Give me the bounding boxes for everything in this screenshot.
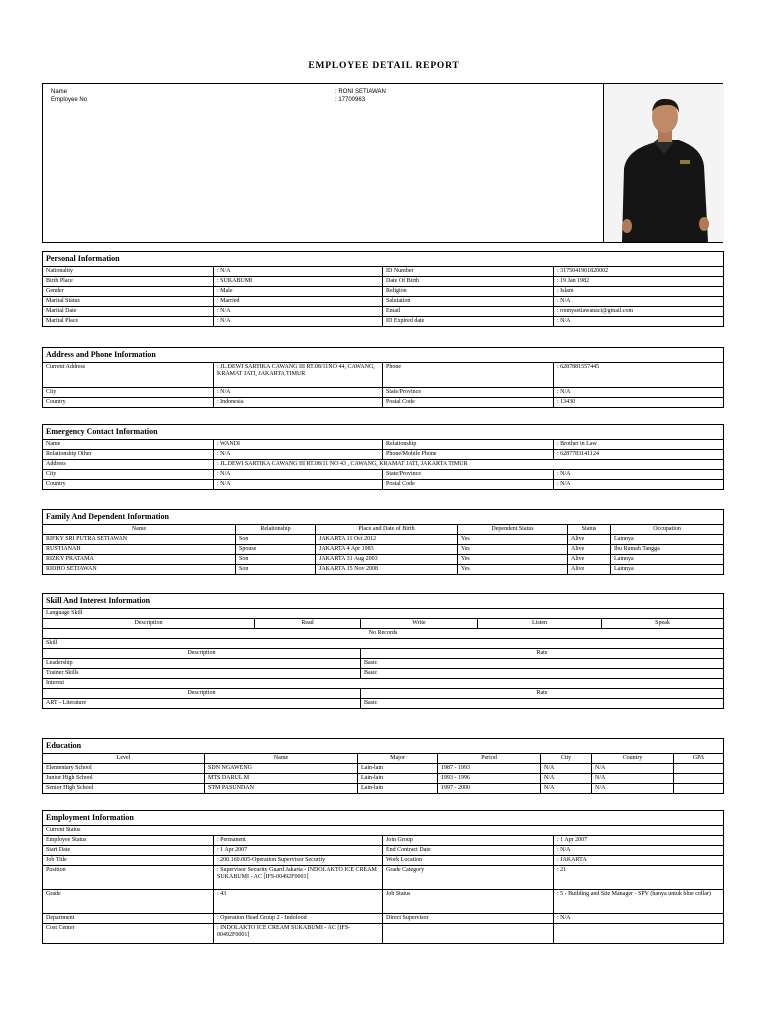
- language-skill-label: Language Skill: [43, 609, 724, 619]
- column-header: City: [541, 754, 592, 764]
- column-header: Country: [592, 754, 674, 764]
- cell: JAKARTA 15 Nov 2008: [316, 565, 458, 575]
- field-value: : N/A: [554, 480, 724, 490]
- field-label: Country: [43, 480, 214, 490]
- field-label: Postal Code: [383, 480, 554, 490]
- table-row: [43, 480, 724, 490]
- column-header: Level: [43, 754, 205, 764]
- cell: Lainnya: [611, 565, 724, 575]
- table-row: [43, 317, 724, 327]
- field-label: Grade: [43, 890, 214, 914]
- education-table: [42, 738, 724, 794]
- cell: 1987 - 1993: [438, 764, 541, 774]
- table-header-row: [43, 754, 724, 764]
- employee-header: [42, 83, 723, 243]
- table-row: [43, 699, 724, 709]
- cell: Son: [236, 555, 316, 565]
- field-value: : 6287783141124: [554, 450, 724, 460]
- field-label: Current Address: [43, 363, 214, 388]
- cell: SDN NGAWENG: [205, 764, 358, 774]
- field-label: City: [43, 388, 214, 398]
- employee-no-label: Employee No: [51, 97, 88, 103]
- field-value: : N/A: [214, 307, 383, 317]
- field-label: Employee Status: [43, 836, 214, 846]
- cell: RIZKY PRATAMA: [43, 555, 236, 565]
- cell: Alive: [568, 565, 611, 575]
- table-row: [43, 277, 724, 287]
- cell: Son: [236, 565, 316, 575]
- field-label: ID Expired date: [383, 317, 554, 327]
- cell: Ibu Rumah Tangga: [611, 545, 724, 555]
- field-label: Cost Center: [43, 924, 214, 944]
- education-title: Education: [43, 739, 724, 754]
- field-label: Join Group: [383, 836, 554, 846]
- field-label: Work Location: [383, 856, 554, 866]
- field-value: : N/A: [554, 317, 724, 327]
- column-header: Name: [205, 754, 358, 764]
- cell: Lainnya: [611, 555, 724, 565]
- field-value: : Islam: [554, 287, 724, 297]
- cell: Junior High School: [43, 774, 205, 784]
- cell: Lainnya: [611, 535, 724, 545]
- cell: Lain-lain: [358, 784, 438, 794]
- field-value: : N/A: [554, 470, 724, 480]
- field-value: : 21: [554, 866, 724, 890]
- personal-information-title: Personal Information: [43, 252, 724, 267]
- cell: STM PASUNDAN: [205, 784, 358, 794]
- cell: Yes: [458, 545, 568, 555]
- column-header: Dependent Status: [458, 525, 568, 535]
- field-value: : N/A: [214, 480, 383, 490]
- column-header: Status: [568, 525, 611, 535]
- column-header: Description: [43, 649, 361, 659]
- table-row: [43, 398, 724, 408]
- cell: Leadership: [43, 659, 361, 669]
- field-label: Address: [43, 460, 214, 470]
- cell: 1997 - 2000: [438, 784, 541, 794]
- table-row: [43, 856, 724, 866]
- email-value: : ronnysetiawanaci@gmail.com: [554, 307, 724, 317]
- cell: Lain-lain: [358, 764, 438, 774]
- field-label: Name: [43, 440, 214, 450]
- cell: Elementary School: [43, 764, 205, 774]
- current-status-label: Current Status: [43, 826, 724, 836]
- personal-information-table: [42, 251, 724, 327]
- field-label: Department: [43, 914, 214, 924]
- field-value: : 1 Apr 2007: [554, 836, 724, 846]
- table-row: [43, 555, 724, 565]
- table-row: [43, 470, 724, 480]
- field-label: Job Status: [383, 890, 554, 914]
- column-header: Place and Date of Birth: [316, 525, 458, 535]
- cell: N/A: [541, 784, 592, 794]
- cell: Basic: [361, 699, 724, 709]
- cell: N/A: [592, 774, 674, 784]
- table-row: [43, 659, 724, 669]
- column-header: Read: [255, 619, 361, 629]
- no-records-text: No Records: [43, 629, 724, 639]
- cell: Alive: [568, 555, 611, 565]
- emergency-address-value: : JL.DEWI SARTIKA CAWANG III RT.08/11 NO 43 , CAWANG, KRAMAT JATI, JAKARTA TIMUR: [214, 460, 724, 470]
- field-label: Date Of Birth: [383, 277, 554, 287]
- field-value: : 13430: [554, 398, 724, 408]
- cell: Lain-lain: [358, 774, 438, 784]
- table-header-row: [43, 525, 724, 535]
- table-row: [43, 307, 724, 317]
- table-row: [43, 460, 724, 470]
- table-header-row: [43, 689, 724, 699]
- table-row: [43, 545, 724, 555]
- field-label: Email: [383, 307, 554, 317]
- field-label: Religion: [383, 287, 554, 297]
- column-header: Period: [438, 754, 541, 764]
- table-row: [43, 914, 724, 924]
- table-row: [43, 866, 724, 890]
- family-dependent-title: Family And Dependent Information: [43, 510, 724, 525]
- table-row: [43, 297, 724, 307]
- field-value: : N/A: [214, 267, 383, 277]
- field-label: ID Number: [383, 267, 554, 277]
- cell: Yes: [458, 535, 568, 545]
- column-header: Listen: [478, 619, 602, 629]
- field-label: Marital Date: [43, 307, 214, 317]
- cell: MTS DARUL M: [205, 774, 358, 784]
- cell: RUSTIANAH: [43, 545, 236, 555]
- field-value: : Operation Head Group 2 - Indofood: [214, 914, 383, 924]
- field-value: : 43: [214, 890, 383, 914]
- cell: Yes: [458, 555, 568, 565]
- table-row: [43, 267, 724, 277]
- cell: RIFKY SRI PUTRA SETIAWAN: [43, 535, 236, 545]
- field-label: Start Date: [43, 846, 214, 856]
- field-value: : 1 Apr 2007: [214, 846, 383, 856]
- table-row: [43, 440, 724, 450]
- cost-center-value: : INDOLAKTO ICE CREAM SUKABUMI - AC [IFS-00492F0001]: [214, 924, 383, 944]
- field-value: : N/A: [214, 388, 383, 398]
- cell: [674, 774, 724, 784]
- field-label: Gender: [43, 287, 214, 297]
- table-row: [43, 924, 724, 944]
- field-label: Postal Code: [383, 398, 554, 408]
- cell: N/A: [541, 774, 592, 784]
- field-value: : Indonesia: [214, 398, 383, 408]
- cell: JAKARTA 11 Oct 2012: [316, 535, 458, 545]
- field-label: Phone/Mobile Phone: [383, 450, 554, 460]
- column-header: Description: [43, 689, 361, 699]
- cell: Yes: [458, 565, 568, 575]
- cell: ART - Literature: [43, 699, 361, 709]
- field-value: : Male: [214, 287, 383, 297]
- field-label: Grade Category: [383, 866, 554, 890]
- field-label: Phone: [383, 363, 554, 388]
- name-label: Name: [51, 89, 68, 95]
- cell: N/A: [592, 764, 674, 774]
- field-value: : 200.160.005-Operation Supervisor Security: [214, 856, 383, 866]
- cell: RIDHO SETIAWAN: [43, 565, 236, 575]
- table-row: [43, 774, 724, 784]
- job-status-value: : 5 - Building and Site Manager - SPV (hanya untuk blue collar): [554, 890, 724, 914]
- field-label: Relationship: [383, 440, 554, 450]
- field-label: Salutation: [383, 297, 554, 307]
- name-value: : RONI SETIAWAN: [335, 89, 386, 95]
- emergency-contact-table: [42, 424, 724, 490]
- cell: N/A: [541, 764, 592, 774]
- position-value: : Supervisor Security Guard Jakarta - INDOLAKTO ICE CREAM SUKABUMI - AC [IFS-00492F0001]: [214, 866, 383, 890]
- column-header: Relationship: [236, 525, 316, 535]
- cell: JAKARTA 4 Apr 1983: [316, 545, 458, 555]
- cell: [674, 784, 724, 794]
- address-information-table: [42, 347, 724, 408]
- cell: Senior High School: [43, 784, 205, 794]
- field-value: : Permanent: [214, 836, 383, 846]
- cell: Basic: [361, 669, 724, 679]
- skill-interest-table: [42, 593, 724, 709]
- column-header: Write: [361, 619, 478, 629]
- column-header: GPA: [674, 754, 724, 764]
- cell: Basic: [361, 659, 724, 669]
- field-value: : 19 Jan 1982: [554, 277, 724, 287]
- table-row: [43, 669, 724, 679]
- field-label: Nationality: [43, 267, 214, 277]
- field-label: City: [43, 470, 214, 480]
- cell: Son: [236, 535, 316, 545]
- table-row: [43, 764, 724, 774]
- field-value: [554, 924, 724, 944]
- table-row: [43, 287, 724, 297]
- field-label: Birth Place: [43, 277, 214, 287]
- column-header: Rate: [361, 649, 724, 659]
- field-value: : N/A: [214, 317, 383, 327]
- field-value: : 3175041901820002: [554, 267, 724, 277]
- field-value: : Brother in Law: [554, 440, 724, 450]
- skill-interest-title: Skill And Interest Information: [43, 594, 724, 609]
- field-value: : N/A: [554, 846, 724, 856]
- person-photo-icon: [604, 84, 724, 242]
- cell: Trainer Skills: [43, 669, 361, 679]
- column-header: Speak: [602, 619, 724, 629]
- table-row: [43, 450, 724, 460]
- column-header: Rate: [361, 689, 724, 699]
- employee-no-value: : 17700963: [335, 97, 366, 103]
- column-header: Occupation: [611, 525, 724, 535]
- skill-label: Skill: [43, 639, 724, 649]
- field-label: Position: [43, 866, 214, 890]
- field-label: Marital Status: [43, 297, 214, 307]
- field-value: : N/A: [214, 470, 383, 480]
- field-value: : N/A: [554, 914, 724, 924]
- table-row: [43, 836, 724, 846]
- page-title: EMPLOYEE DETAIL REPORT: [308, 61, 460, 71]
- table-row: [43, 388, 724, 398]
- column-header: Description: [43, 619, 255, 629]
- field-label: [383, 924, 554, 944]
- field-label: State/Province: [383, 470, 554, 480]
- column-header: Name: [43, 525, 236, 535]
- field-value: : N/A: [554, 297, 724, 307]
- field-label: Marital Place: [43, 317, 214, 327]
- table-header-row: [43, 649, 724, 659]
- column-header: Major: [358, 754, 438, 764]
- cell: [674, 764, 724, 774]
- table-row: [43, 565, 724, 575]
- field-value: : SUKABUMI: [214, 277, 383, 287]
- table-header-row: [43, 619, 724, 629]
- employee-photo: [603, 84, 724, 242]
- field-value: : N/A: [214, 450, 383, 460]
- phone-value: : 6287881557445: [554, 363, 724, 388]
- employment-information-title: Employment Information: [43, 811, 724, 826]
- cell: N/A: [592, 784, 674, 794]
- current-address-value: : JL.DEWI SARTIKA CAWANG III RT.08/11NO 44, CAWANG, KRAMAT JATI, JAKARTA TIMUR: [214, 363, 383, 388]
- field-label: Country: [43, 398, 214, 408]
- table-row: [43, 890, 724, 914]
- cell: JAKARTA 31 Aug 2003: [316, 555, 458, 565]
- field-label: Direct Supervisor: [383, 914, 554, 924]
- field-value: : WANDI: [214, 440, 383, 450]
- address-information-title: Address and Phone Information: [43, 348, 724, 363]
- field-value: : N/A: [554, 388, 724, 398]
- family-dependent-table: [42, 509, 724, 575]
- field-label: End Contract Date: [383, 846, 554, 856]
- cell: 1993 - 1996: [438, 774, 541, 784]
- field-label: Job Title: [43, 856, 214, 866]
- table-row: [43, 846, 724, 856]
- emergency-contact-title: Emergency Contact Information: [43, 425, 724, 440]
- field-label: Relationship Other: [43, 450, 214, 460]
- cell: Spouse: [236, 545, 316, 555]
- interest-label: Interest: [43, 679, 724, 689]
- field-value: : JAKARTA: [554, 856, 724, 866]
- field-label: State/Province: [383, 388, 554, 398]
- table-row: [43, 784, 724, 794]
- cell: Alive: [568, 545, 611, 555]
- cell: Alive: [568, 535, 611, 545]
- table-row: [43, 535, 724, 545]
- field-value: : Married: [214, 297, 383, 307]
- table-row: [43, 363, 724, 388]
- employment-information-table: [42, 810, 724, 944]
